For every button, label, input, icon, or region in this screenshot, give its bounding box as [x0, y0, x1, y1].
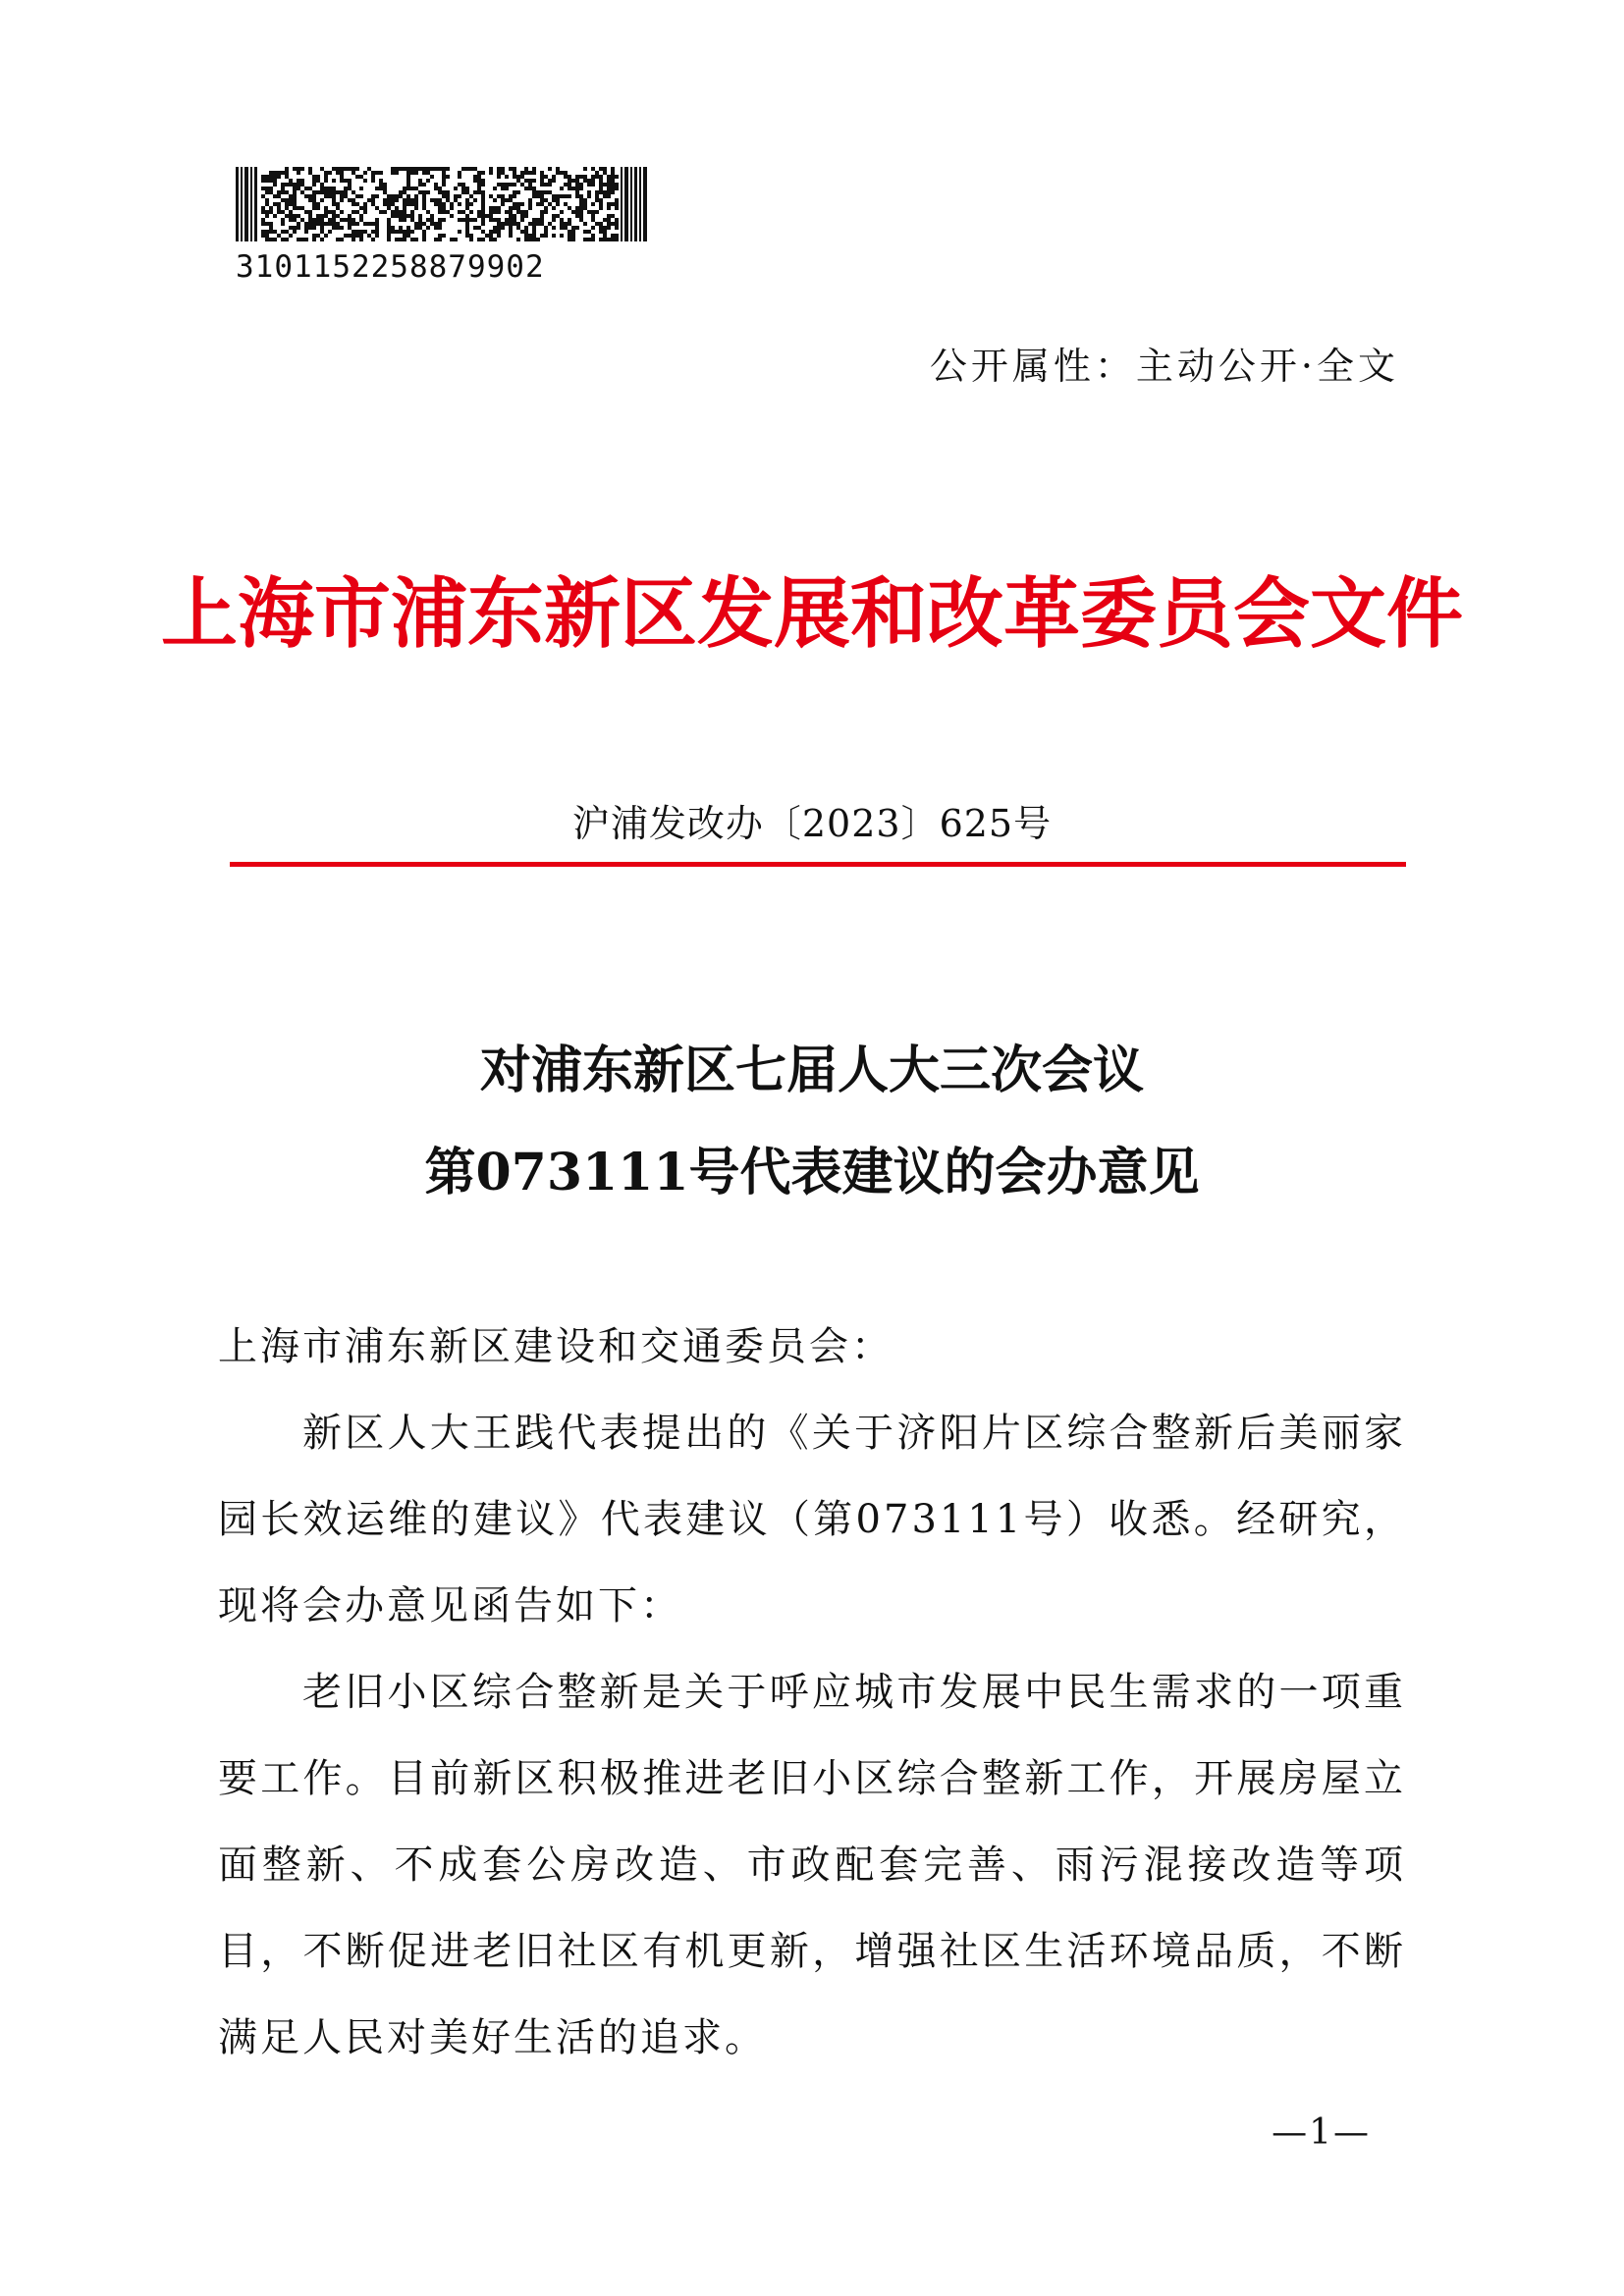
body-paragraph: 老旧小区综合整新是关于呼应城市发展中民生需求的一项重要工作。目前新区积极推进老旧小区综合整新工作，开展房屋立面整新、不成套公房改造、市政配套完善、雨污混接改造等项目，不断促进老旧社区有机更新，增强社区生活环境品质，不断满足人民对美好生活的追求。 — [218, 1670, 1406, 2060]
issuer-title: 上海市浦东新区发展和改革委员会文件 — [160, 569, 1463, 659]
red-divider-line — [230, 862, 1406, 867]
document-number: 沪浦发改办〔2023〕625号 — [571, 802, 1053, 845]
document-body — [218, 1304, 1406, 2081]
disclosure-attribute: 公开属性：主动公开·全文 — [929, 345, 1399, 388]
page-number: —1— — [1272, 2112, 1371, 2153]
body-paragraph: 新区人大王践代表提出的《关于济阳片区综合整新后美丽家园长效运维的建议》代表建议（第073111号）收悉。经研究，现将会办意见函告如下： — [218, 1411, 1406, 1629]
barcode-image — [236, 167, 648, 241]
barcode-number: 3101152258879902 — [236, 249, 545, 285]
subject-title-line-1: 对浦东新区七届人大三次会议 — [479, 1041, 1144, 1100]
salutation: 上海市浦东新区建设和交通委员会： — [218, 1324, 893, 1369]
subject-title-line-2: 第073111号代表建议的会办意见 — [424, 1143, 1200, 1202]
